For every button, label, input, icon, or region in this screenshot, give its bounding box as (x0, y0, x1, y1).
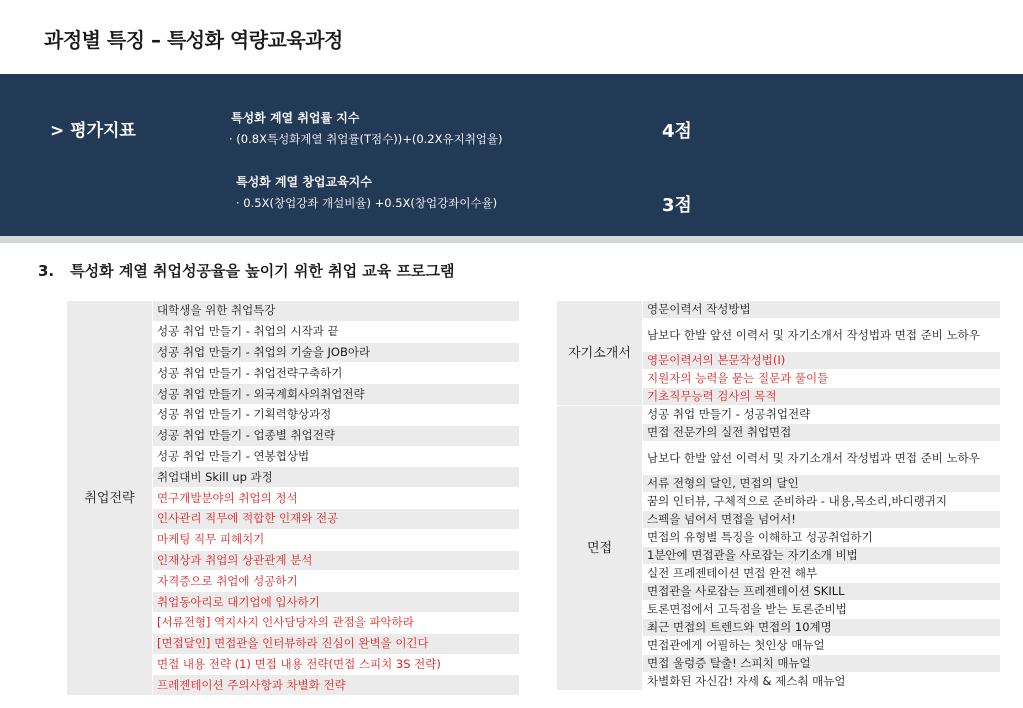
program-item: 차별화된 자신감! 자세 & 제스춰 매뉴얼 (643, 673, 1001, 691)
program-item: 자격증으로 취업에 성공하기 (153, 571, 520, 592)
program-item: 면접 전문가의 실전 취업면접 (643, 424, 1001, 442)
banner-divider (0, 236, 1023, 243)
program-item: 꿈의 인터뷰, 구체적으로 준비하라 - 내용,목소리,바디랭귀지 (643, 493, 1001, 511)
indicator-startup-score: 3점 (662, 195, 692, 216)
program-item: [면접달인] 면접관을 인터뷰하라 진심이 완벽을 이긴다 (153, 633, 520, 654)
indicator-employment-title: 특성화 계열 취업률 지수 (231, 111, 360, 125)
program-item: 면접 울렁증 탈출! 스피치 매뉴얼 (643, 655, 1001, 673)
program-item: 1분안에 면접관을 사로잡는 자기소개 비법 (643, 547, 1001, 565)
page-title: 과정별 특징 – 특성화 역량교육과정 (44, 28, 343, 52)
category-cell: 면접 (557, 406, 643, 691)
program-item: 마케팅 직무 피헤치기 (153, 529, 520, 550)
program-item: 영문이력서의 본문작성법(I) (643, 352, 1001, 370)
program-item: 성공 취업 만들기 - 취업전략구축하기 (153, 363, 520, 384)
employment-strategy-table (66, 300, 520, 696)
program-item: 인사관리 직무에 적합한 인재와 전공 (153, 508, 520, 529)
indicator-startup-formula: · 0.5X(창업강좌 개설비율) +0.5X(창업강좌이수율) (236, 196, 498, 210)
resume-interview-table (556, 300, 1001, 691)
program-item: 성공 취업 만들기 - 성공취업전략 (643, 406, 1001, 424)
category-cell: 취업전략 (67, 301, 153, 696)
indicator-startup-title: 특성화 계열 창업교육지수 (236, 175, 372, 189)
program-item: 성공 취업 만들기 - 기획력향상과정 (153, 404, 520, 425)
program-item: 최근 면접의 트렌드와 면접의 10계명 (643, 619, 1001, 637)
table-row (557, 406, 1001, 424)
indicator-employment-score: 4점 (662, 121, 692, 142)
program-item: [서류전형] 역지사지 인사담당자의 관점을 파악하라 (153, 612, 520, 633)
program-item: 성공 취업 만들기 - 외국계회사의취업전략 (153, 384, 520, 405)
indicator-employment-formula: · (0.8X특성화계열 취업률(T점수))+(0.2X유지취업율) (229, 132, 503, 146)
program-item: 면접관에게 어필하는 첫인상 매뉴얼 (643, 637, 1001, 655)
program-item: 스펙을 넘어서 면접을 넘어서! (643, 511, 1001, 529)
program-item: 대학생을 위한 취업특강 (153, 301, 520, 322)
program-item: 지원자의 능력을 묻는 질문과 풀이들 (643, 370, 1001, 388)
program-item: 성공 취업 만들기 - 연봉협상법 (153, 446, 520, 467)
program-item: 연구개발분야의 취업의 정석 (153, 488, 520, 509)
program-item: 프레젠테이션 주의사항과 차별화 전략 (153, 675, 520, 696)
program-item: 성공 취업 만들기 - 취업의 시작과 끝 (153, 321, 520, 342)
program-item: 토론면접에서 고득점을 받는 토론준비법 (643, 601, 1001, 619)
evaluation-banner (0, 74, 1023, 236)
program-item: 성공 취업 만들기 - 업종별 취업전략 (153, 425, 520, 446)
program-item: 실전 프레젠테이션 면접 완전 해부 (643, 565, 1001, 583)
program-item: 취업대비 Skill up 과정 (153, 467, 520, 488)
section-title (38, 260, 454, 281)
section-number: 3. (38, 262, 55, 280)
program-item: 면접 내용 전략 (1) 면접 내용 전략(면접 스피치 3S 전략) (153, 654, 520, 675)
table-row (67, 301, 520, 322)
program-item: 남보다 한발 앞선 이력서 및 자기소개서 작성법과 면접 준비 노하우 (643, 442, 1001, 475)
category-cell: 자기소개서 (557, 301, 643, 406)
program-item: 영문이력서 작성방법 (643, 301, 1001, 319)
evaluation-heading: > 평가지표 (50, 121, 136, 141)
program-item: 성공 취업 만들기 - 취업의 기술을 JOB아라 (153, 342, 520, 363)
program-item: 인재상과 취업의 상관관계 분석 (153, 550, 520, 571)
program-item: 남보다 한발 앞선 이력서 및 자기소개서 작성법과 면접 준비 노하우 (643, 319, 1001, 352)
program-item: 면접관을 사로잡는 프레젠테이션 SKILL (643, 583, 1001, 601)
section-title-text: 특성화 계열 취업성공율을 높이기 위한 취업 교육 프로그램 (70, 262, 455, 280)
program-item: 기초직무능력 검사의 목적 (643, 388, 1001, 406)
program-item: 서류 전형의 달인, 면접의 달인 (643, 475, 1001, 493)
program-item: 면접의 유형별 특징을 이해하고 성공취업하기 (643, 529, 1001, 547)
table-row (557, 301, 1001, 319)
program-item: 취업동아리로 대기업에 입사하기 (153, 592, 520, 613)
